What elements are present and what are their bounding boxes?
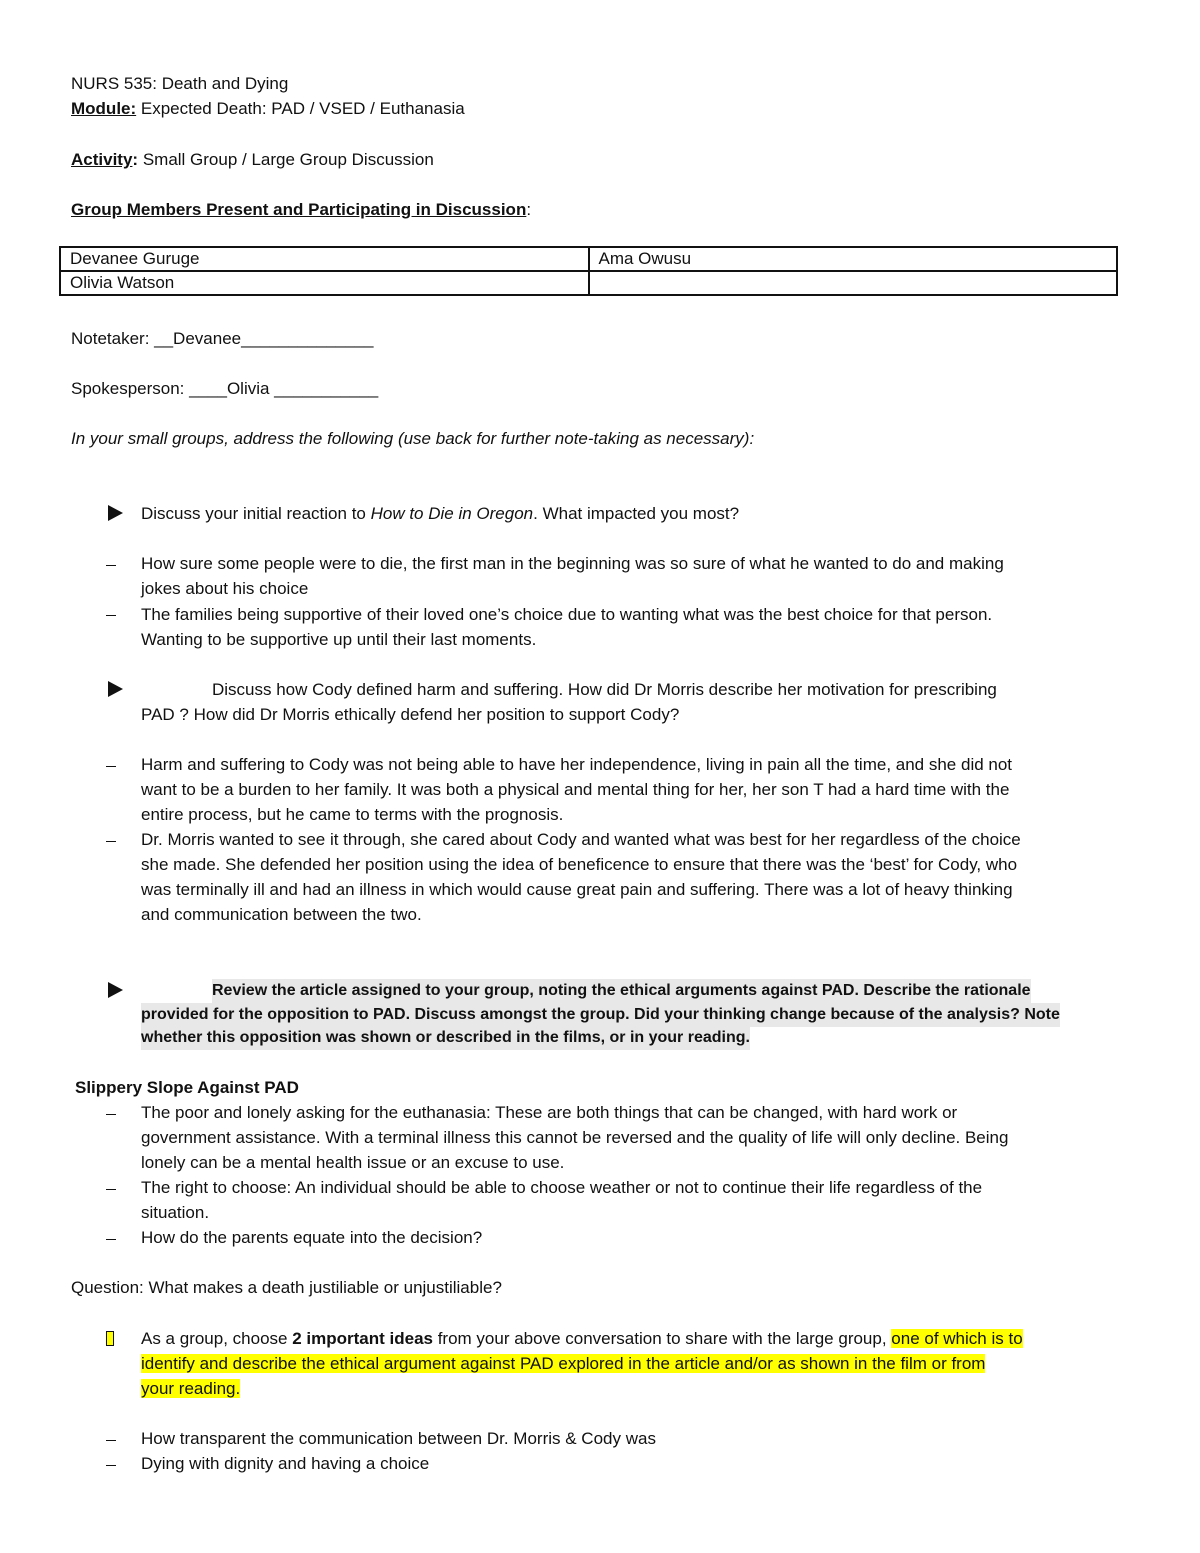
dash-icon (106, 1465, 116, 1466)
list-item: The poor and lonely asking for the euthanasia: These are both things that can be changed, with hard work or (141, 1103, 958, 1122)
box-bullet-icon (106, 1331, 114, 1346)
list-item: The families being supportive of their loved one’s choice due to wanting what was the best choice for that person. (141, 605, 993, 624)
list-item: entire process, but he came to terms with the prognosis. (141, 805, 564, 824)
activity-label: Activity (71, 150, 133, 169)
right-triangle-arrow-icon (108, 982, 123, 998)
module-line (71, 97, 465, 121)
dash-icon (106, 565, 116, 566)
notetaker-line: Notetaker: __Devanee______________ (71, 329, 374, 348)
question-2-line: PAD ? How did Dr Morris ethically defend her position to support Cody? (141, 705, 680, 724)
list-item: lonely can be a mental health issue or an excuse to use. (141, 1153, 565, 1172)
module-value: Expected Death: PAD / VSED / Euthanasia (136, 99, 465, 118)
members-table (59, 246, 1118, 296)
activity-value: Small Group / Large Group Discussion (138, 150, 434, 169)
highlighted-text: identify and describe the ethical argument against PAD explored in the article and/or as shown in the film or from (141, 1354, 986, 1373)
dash-icon (106, 615, 116, 616)
member-cell: Olivia Watson (60, 271, 589, 295)
list-item: was terminally ill and had an illness in which would cause great pain and suffering. There was a lot of heavy thinking (141, 880, 1013, 899)
activity-line: Activity: Small Group / Large Group Discussion (71, 150, 434, 169)
spokesperson-line: Spokesperson: ____Olivia ___________ (71, 379, 379, 398)
list-item: How do the parents equate into the decision? (141, 1228, 483, 1247)
module-label: Module: (71, 99, 137, 118)
list-item: The right to choose: An individual should be able to choose weather or not to continue their life regardless of the (141, 1178, 983, 1197)
list-item: Harm and suffering to Cody was not being able to have her independence, living in pain all the time, and she did not (141, 755, 1013, 774)
member-cell (589, 271, 1118, 295)
list-item: Wanting to be supportive up until their last moments. (141, 630, 537, 649)
dash-icon (106, 1114, 116, 1115)
table-row (60, 271, 1117, 295)
question-2-line: Discuss how Cody defined harm and suffering. How did Dr Morris describe her motivation for prescribing (212, 680, 997, 699)
member-cell: Ama Owusu (589, 247, 1118, 271)
highlighted-text: your reading. (141, 1379, 241, 1398)
emphasis: 2 important ideas (292, 1329, 433, 1348)
list-item: and communication between the two. (141, 905, 422, 924)
members-heading: Group Members Present and Participating in Discussion: (71, 200, 532, 219)
right-triangle-arrow-icon (108, 681, 123, 697)
question-4-line: As a group, choose 2 important ideas from your above conversation to share with the large group, one of which is to (141, 1329, 1023, 1348)
course-title: NURS 535: Death and Dying (71, 74, 289, 93)
list-item: jokes about his choice (141, 579, 309, 598)
section-heading: Slippery Slope Against PAD (75, 1078, 299, 1097)
question-3-line: provided for the opposition to PAD. Discuss amongst the group. Did your thinking change because of the analysis? Note (141, 1003, 1060, 1027)
dash-icon (106, 1189, 116, 1190)
list-item: she made. She defended her position using the idea of beneficence to ensure that there was the ‘best’ for Cody, who (141, 855, 1018, 874)
list-item: want to be a burden to her family. It was both a physical and mental thing for her, her son T had a hard time with the (141, 780, 1010, 799)
list-item: government assistance. With a terminal illness this cannot be reversed and the quality of life will only decline. Being (141, 1128, 1009, 1147)
list-item: How transparent the communication between Dr. Morris & Cody was (141, 1429, 656, 1448)
list-item: Dying with dignity and having a choice (141, 1454, 430, 1473)
question-3-line: Review the article assigned to your group, noting the ethical arguments against PAD. Describe the rationale (212, 979, 1031, 1003)
list-item: Dr. Morris wanted to see it through, she cared about Cody and wanted what was best for her regardless of the choice (141, 830, 1021, 849)
instructions: In your small groups, address the following (use back for further note-taking as necessary): (71, 429, 755, 448)
dash-icon (106, 1440, 116, 1441)
list-item: situation. (141, 1203, 210, 1222)
question-3-line: whether this opposition was shown or described in the films, or in your reading. (141, 1026, 750, 1050)
question-4-line (141, 1377, 240, 1401)
member-cell: Devanee Guruge (60, 247, 589, 271)
table-row (60, 247, 1117, 271)
right-triangle-arrow-icon (108, 505, 123, 521)
film-title: How to Die in Oregon (370, 504, 534, 523)
question-4-line (141, 1352, 985, 1376)
dash-icon (106, 766, 116, 767)
dash-icon (106, 1239, 116, 1240)
list-item: How sure some people were to die, the first man in the beginning was so sure of what he wanted to do and making (141, 554, 1004, 573)
question-line: Question: What makes a death justiliable or unjustiliable? (71, 1278, 502, 1297)
question-1: Discuss your initial reaction to How to Die in Oregon. What impacted you most? (141, 504, 740, 523)
highlighted-text: one of which is to (891, 1329, 1023, 1348)
dash-icon (106, 841, 116, 842)
